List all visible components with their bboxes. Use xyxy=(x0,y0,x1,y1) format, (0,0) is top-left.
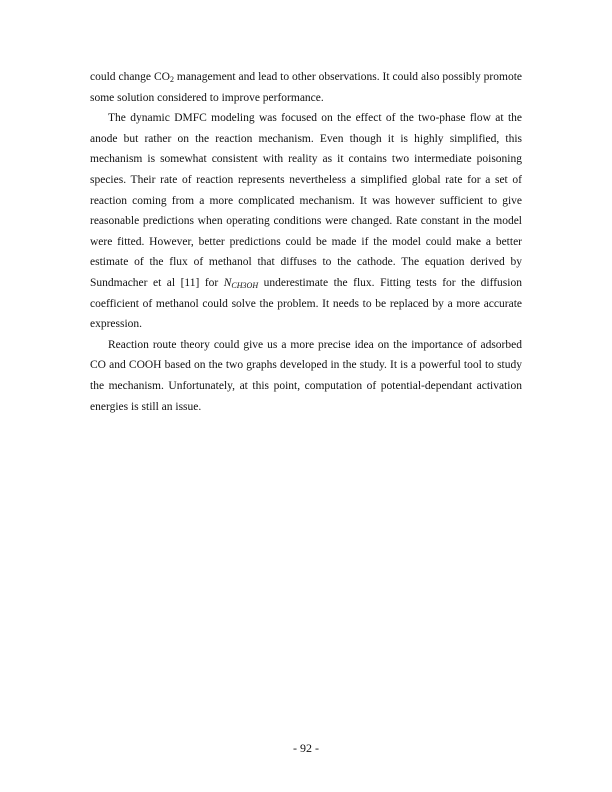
paragraph-3 xyxy=(90,335,522,417)
page-number: - 92 - xyxy=(293,741,319,755)
body-text xyxy=(90,67,522,417)
paragraph-1-text-a: could change CO xyxy=(90,71,170,83)
paragraph-1 xyxy=(90,67,522,108)
paragraph-2 xyxy=(90,108,522,335)
methanol-flux-symbol xyxy=(224,277,258,289)
paragraph-3-text: Reaction route theory could give us a more precise idea on the importance of adsorbed CO and COOH based on the two graphs developed in the study. It is a powerful tool to study the mechanism. Unfortunately, at this point, computation of potential-dependant activation energies is still an issue. xyxy=(90,338,522,413)
paragraph-1-text-b: management and lead to other observations. It could also possibly promote some solution considered to improve performance. xyxy=(90,71,522,104)
co2-subscript: 2 xyxy=(169,75,174,84)
symbol-subscript: CH3OH xyxy=(231,280,259,290)
symbol-letter: N xyxy=(223,276,232,289)
paragraph-2-text-after: underestimate the flux. Fitting tests for the diffusion coefficient of methanol could solve the problem. It needs to be replaced by a more accurate expression. xyxy=(90,276,522,331)
paragraph-2-text: The dynamic DMFC modeling was focused on the effect of the two-phase flow at the anode but rather on the reaction mechanism. Even though it is highly simplified, this mechanism is somewhat consistent with reality as it contains two intermediate poisoning species. Their rate of reaction represents nevertheless a simplified global rate for a set of reaction coming from a more complicated mechanism. It was however sufficient to give reasonable predictions when operating conditions were changed. Rate constant in the model were fitted. However, better predictions could be made if the model could make a better estimate of the flux of methanol that diffuses to the cathode. The equation derived by Sundmacher et al [11] for xyxy=(90,112,522,289)
